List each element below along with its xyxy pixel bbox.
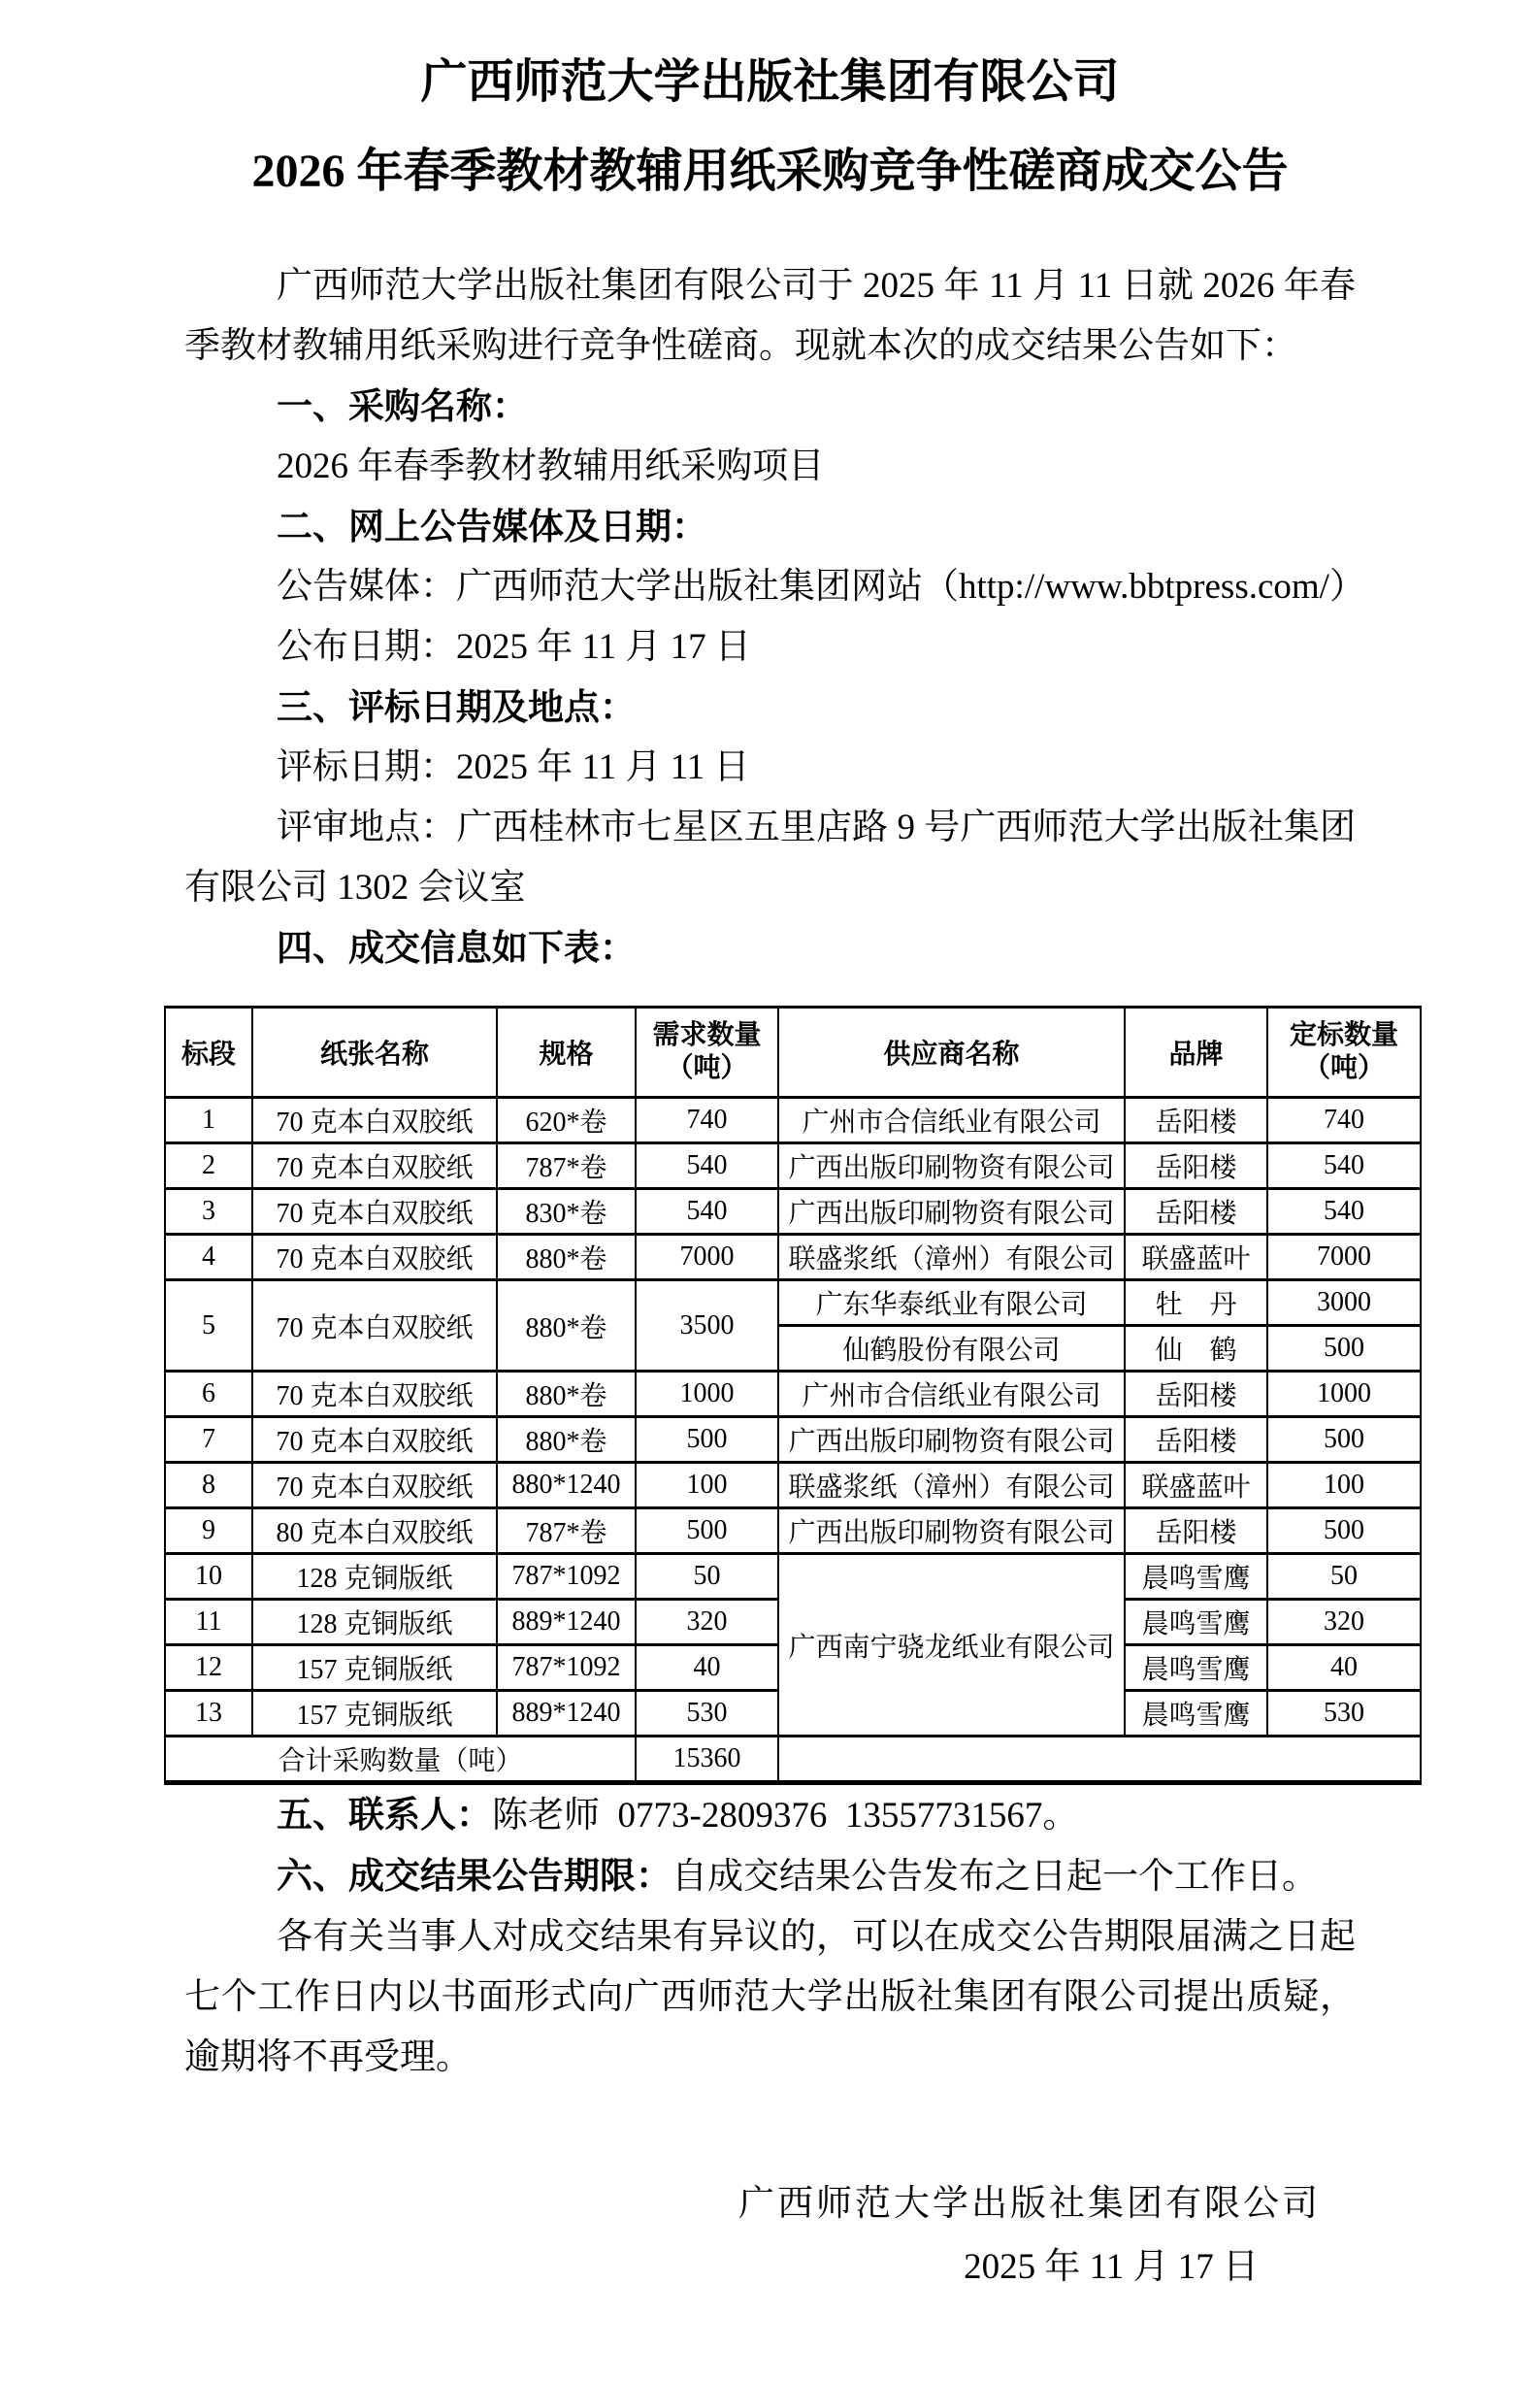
- table-row: [165, 1508, 1421, 1554]
- table-row: [165, 1143, 1421, 1189]
- header-seg: 标段: [165, 1008, 252, 1098]
- section1-body: 2026 年春季教材教辅用纸采购项目: [277, 447, 825, 486]
- doc-title-line2: 2026 年春季教材教辅用纸采购竞争性磋商成交公告: [251, 146, 1289, 197]
- paper-cell: 70 克本白双胶纸: [252, 1417, 497, 1463]
- table-row: [165, 1098, 1421, 1143]
- award-cell: 1000: [1267, 1372, 1421, 1417]
- award-cell: 320: [1267, 1600, 1421, 1645]
- award-cell: 50: [1267, 1554, 1421, 1600]
- section3-heading: 三、评标日期及地点：: [277, 687, 636, 727]
- paper-cell: 157 克铜版纸: [252, 1645, 497, 1691]
- brand-cell: 岳阳楼: [1125, 1098, 1267, 1143]
- award-cell: 500: [1267, 1417, 1421, 1463]
- spec-cell: 620*卷: [497, 1098, 636, 1143]
- seg-cell: 7: [165, 1417, 252, 1463]
- seg-cell: 3: [165, 1189, 252, 1235]
- section6-heading: 六、成交结果公告期限：: [277, 1856, 672, 1896]
- seg-cell: 2: [165, 1143, 252, 1189]
- brand-cell: 岳阳楼: [1125, 1417, 1267, 1463]
- demand-cell: 1000: [636, 1372, 778, 1417]
- signature-block: [184, 2173, 1356, 2299]
- demand-cell: 540: [636, 1189, 778, 1235]
- objection-paragraph: 各有关当事人对成交结果有异议的，可以在成交公告期限届满之日起七个工作日内以书面形式向广西师范大学出版社集团有限公司提出质疑，逾期将不再受理。: [184, 1917, 1356, 2077]
- spec-cell: 880*卷: [497, 1417, 636, 1463]
- seg-cell: 9: [165, 1508, 252, 1554]
- supplier-cell: 广西出版印刷物资有限公司: [778, 1417, 1125, 1463]
- announcement-period: 自成交结果公告发布之日起一个工作日。: [672, 1857, 1318, 1897]
- brand-cell: 晨鸣雪鹰: [1125, 1554, 1267, 1600]
- section2-heading: 二、网上公告媒体及日期：: [277, 507, 707, 546]
- award-cell: 530: [1267, 1691, 1421, 1737]
- supplier-cell: 仙鹤股份有限公司: [778, 1326, 1125, 1372]
- table-row: [165, 1463, 1421, 1508]
- publish-date-line: 公布日期：2025 年 11 月 17 日: [277, 627, 751, 667]
- paper-cell: 70 克本白双胶纸: [252, 1189, 497, 1235]
- demand-cell: 740: [636, 1098, 778, 1143]
- demand-cell: 500: [636, 1417, 778, 1463]
- header-supplier: 供应商名称: [778, 1008, 1125, 1098]
- spec-cell: 787*1092: [497, 1645, 636, 1691]
- header-demand: 需求数量 （吨）: [636, 1008, 778, 1098]
- announcement-media-line: 公告媒体：广西师范大学出版社集团网站（http://www.bbtpress.com/）: [277, 567, 1365, 607]
- table-header-row: [165, 1008, 1421, 1098]
- header-brand: 品牌: [1125, 1008, 1267, 1098]
- paper-cell: 70 克本白双胶纸: [252, 1372, 497, 1417]
- table-row: [165, 1417, 1421, 1463]
- intro-paragraph: 广西师范大学出版社集团有限公司于 2025 年 11 月 11 日就 2026 年春季教材教辅用纸采购进行竞争性磋商。现就本次的成交结果公告如下：: [184, 266, 1356, 366]
- signature-date: 2025 年 11 月 17 日: [964, 2247, 1259, 2287]
- award-cell: 100: [1267, 1463, 1421, 1508]
- table-row: [165, 1554, 1421, 1600]
- total-label-cell: 合计采购数量（吨）: [165, 1737, 636, 1783]
- award-cell: 40: [1267, 1645, 1421, 1691]
- spec-cell: 787*卷: [497, 1508, 636, 1554]
- spec-cell: 787*卷: [497, 1143, 636, 1189]
- demand-cell: 540: [636, 1143, 778, 1189]
- brand-cell: 岳阳楼: [1125, 1508, 1267, 1554]
- supplier-cell: 广州市合信纸业有限公司: [778, 1372, 1125, 1417]
- demand-cell: 100: [636, 1463, 778, 1508]
- seg-cell: 11: [165, 1600, 252, 1645]
- award-cell: 540: [1267, 1143, 1421, 1189]
- section1-heading: 一、采购名称：: [277, 386, 528, 426]
- demand-cell: 530: [636, 1691, 778, 1737]
- spec-cell: 889*1240: [497, 1691, 636, 1737]
- supplier-cell: 联盛浆纸（漳州）有限公司: [778, 1235, 1125, 1280]
- brand-cell: 晨鸣雪鹰: [1125, 1645, 1267, 1691]
- demand-cell: 7000: [636, 1235, 778, 1280]
- supplier-cell: 广西出版印刷物资有限公司: [778, 1508, 1125, 1554]
- doc-title-line1: 广西师范大学出版社集团有限公司: [420, 56, 1120, 108]
- paper-cell: 70 克本白双胶纸: [252, 1098, 497, 1143]
- supplier-cell: 广东华泰纸业有限公司: [778, 1280, 1125, 1326]
- total-demand-cell: 15360: [636, 1737, 778, 1783]
- seg-cell: 5: [165, 1280, 252, 1372]
- paper-cell: 70 克本白双胶纸: [252, 1280, 497, 1372]
- demand-cell: 320: [636, 1600, 778, 1645]
- signature-company: 广西师范大学出版社集团有限公司: [738, 2184, 1321, 2224]
- supplier-cell: 广州市合信纸业有限公司: [778, 1098, 1125, 1143]
- paper-cell: 70 克本白双胶纸: [252, 1143, 497, 1189]
- seg-cell: 6: [165, 1372, 252, 1417]
- demand-cell: 3500: [636, 1280, 778, 1372]
- paper-cell: 80 克本白双胶纸: [252, 1508, 497, 1554]
- spec-cell: 880*卷: [497, 1235, 636, 1280]
- seg-cell: 12: [165, 1645, 252, 1691]
- award-cell: 540: [1267, 1189, 1421, 1235]
- brand-cell: 联盛蓝叶: [1125, 1463, 1267, 1508]
- seg-cell: 1: [165, 1098, 252, 1143]
- section5-heading: 五、联系人：: [277, 1795, 492, 1835]
- paper-cell: 70 克本白双胶纸: [252, 1235, 497, 1280]
- brand-cell: 晨鸣雪鹰: [1125, 1600, 1267, 1645]
- award-cell: 740: [1267, 1098, 1421, 1143]
- spec-cell: 787*1092: [497, 1554, 636, 1600]
- brand-cell: 牡 丹: [1125, 1280, 1267, 1326]
- brand-cell: 联盛蓝叶: [1125, 1235, 1267, 1280]
- table-row-5a: [165, 1280, 1421, 1326]
- brand-cell: 岳阳楼: [1125, 1143, 1267, 1189]
- brand-cell: 岳阳楼: [1125, 1372, 1267, 1417]
- supplier-cell: 广西出版印刷物资有限公司: [778, 1143, 1125, 1189]
- paper-cell: 128 克铜版纸: [252, 1554, 497, 1600]
- brand-cell: 晨鸣雪鹰: [1125, 1691, 1267, 1737]
- award-cell: 7000: [1267, 1235, 1421, 1280]
- demand-cell: 40: [636, 1645, 778, 1691]
- paper-cell: 128 克铜版纸: [252, 1600, 497, 1645]
- spec-cell: 880*卷: [497, 1280, 636, 1372]
- award-cell: 3000: [1267, 1280, 1421, 1326]
- supplier-cell: 广西出版印刷物资有限公司: [778, 1189, 1125, 1235]
- supplier-cell-merged: 广西南宁骁龙纸业有限公司: [778, 1554, 1125, 1737]
- table-row: [165, 1372, 1421, 1417]
- seg-cell: 8: [165, 1463, 252, 1508]
- paper-cell: 157 克铜版纸: [252, 1691, 497, 1737]
- award-result-table: [164, 1006, 1422, 1785]
- paper-cell: 70 克本白双胶纸: [252, 1463, 497, 1508]
- seg-cell: 13: [165, 1691, 252, 1737]
- section6-line: [184, 1846, 1356, 1907]
- header-award: 定标数量 （吨）: [1267, 1008, 1421, 1098]
- demand-cell: 500: [636, 1508, 778, 1554]
- section4-heading: 四、成交信息如下表：: [277, 928, 636, 968]
- evaluation-date-line: 评标日期：2025 年 11 月 11 日: [277, 747, 750, 787]
- spec-cell: 880*1240: [497, 1463, 636, 1508]
- spec-cell: 830*卷: [497, 1189, 636, 1235]
- award-cell: 500: [1267, 1326, 1421, 1372]
- header-paper: 纸张名称: [252, 1008, 497, 1098]
- brand-cell: 仙 鹤: [1125, 1326, 1267, 1372]
- total-empty-cell: [778, 1737, 1421, 1783]
- seg-cell: 10: [165, 1554, 252, 1600]
- evaluation-place-line: 评审地点：广西桂林市七星区五里店路 9 号广西师范大学出版社集团有限公司 1302 会议室: [184, 808, 1356, 908]
- table-row: [165, 1235, 1421, 1280]
- brand-cell: 岳阳楼: [1125, 1189, 1267, 1235]
- header-spec: 规格: [497, 1008, 636, 1098]
- demand-cell: 50: [636, 1554, 778, 1600]
- spec-cell: 889*1240: [497, 1600, 636, 1645]
- seg-cell: 4: [165, 1235, 252, 1280]
- supplier-cell: 联盛浆纸（漳州）有限公司: [778, 1463, 1125, 1508]
- table-total-row: [165, 1737, 1421, 1783]
- section5-line: [184, 1785, 1356, 1846]
- table-row: [165, 1189, 1421, 1235]
- award-cell: 500: [1267, 1508, 1421, 1554]
- contact-info: 陈老师 0773-2809376 13557731567。: [492, 1796, 1079, 1836]
- spec-cell: 880*卷: [497, 1372, 636, 1417]
